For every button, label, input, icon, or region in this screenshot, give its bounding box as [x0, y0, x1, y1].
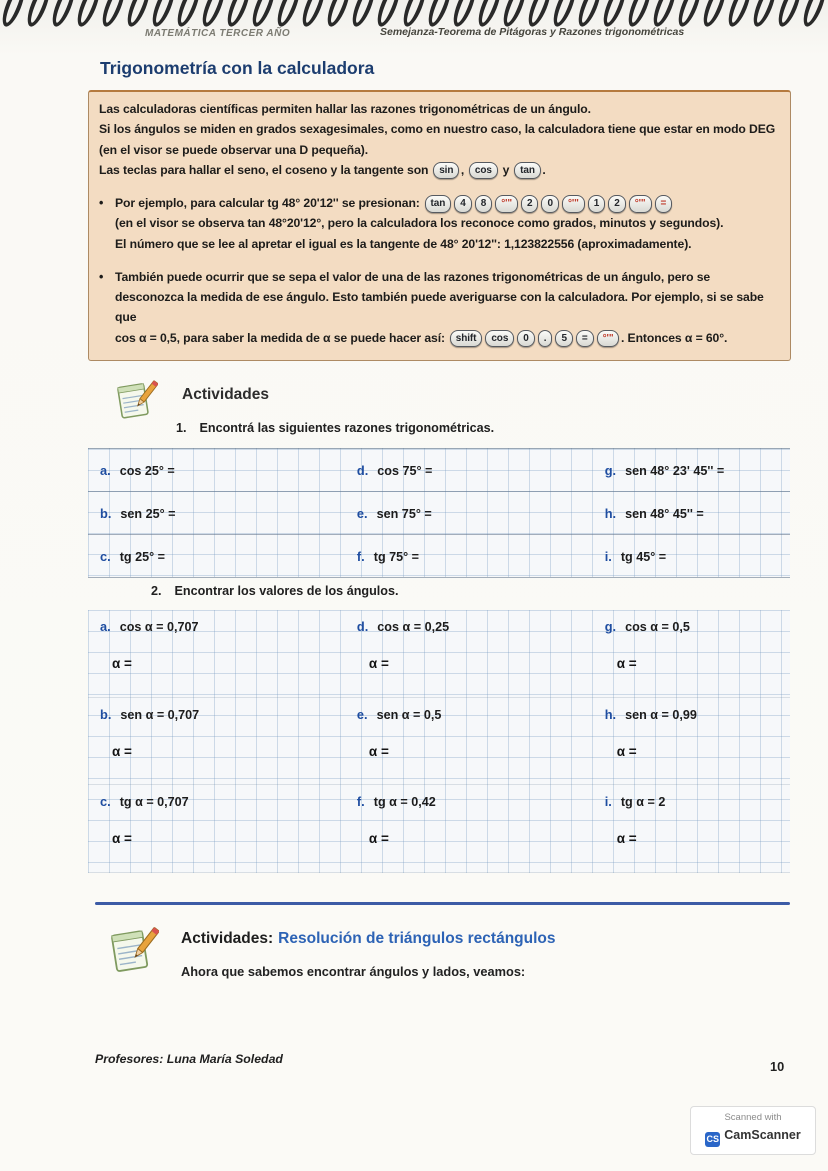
text-run: cos α = 0,5, para saber la medida de α se puede hacer así:	[115, 330, 449, 345]
spiral-ring	[0, 0, 29, 29]
activities-header	[112, 376, 269, 422]
camscanner-scanned-with: Scanned with	[724, 1112, 782, 1123]
calculator-key: .	[538, 330, 553, 348]
answer-blank: α =	[368, 656, 389, 671]
exercise-expression-line	[357, 506, 593, 521]
spiral-ring	[724, 0, 754, 29]
exercise-expression: cos 75° =	[377, 463, 433, 478]
activities2-heading	[181, 930, 556, 948]
spiral-ring	[199, 0, 229, 29]
text-run: Las teclas para hallar el seno, el coseno y la tangente son	[99, 162, 432, 177]
calculator-key: °'"	[597, 330, 620, 348]
spiral-ring	[674, 0, 704, 29]
info-paragraph: Las calculadoras científicas permiten hallar las razones trigonométricas de un ángulo.	[99, 102, 591, 116]
exercise-expression: sen 25° =	[120, 506, 176, 521]
calculator-key: 2	[608, 195, 625, 213]
text-run: .	[542, 162, 546, 177]
calculator-key: °'"	[495, 195, 518, 213]
spiral-ring	[449, 0, 479, 29]
answer-blank: α =	[368, 743, 389, 759]
exercise-letter: g.	[604, 619, 617, 634]
answer-blank: α =	[112, 656, 132, 671]
info-box	[88, 90, 791, 361]
spiral-ring	[274, 0, 304, 29]
bullet-icon: •	[99, 196, 104, 210]
exercise-expression: cos α = 0,707	[119, 620, 199, 634]
bullet-text: El número que se lee al apretar el igual es la tangente de 48° 20'12'': 1,123822556 (aproximadamente).	[115, 236, 692, 251]
exercise-letter: e.	[356, 505, 368, 521]
exercise-expression-line	[605, 619, 790, 634]
notepad-icon	[112, 376, 158, 422]
info-keys-line	[99, 160, 778, 180]
spiral-ring	[324, 0, 354, 29]
exercise-expression-line	[605, 463, 790, 478]
exercise-letter: d.	[356, 619, 369, 634]
spiral-ring	[174, 0, 204, 29]
spiral-ring	[549, 0, 579, 29]
calculator-key: tan	[514, 162, 541, 180]
exercise-expression-line	[357, 794, 593, 809]
bullet-item	[99, 193, 778, 254]
spiral-ring	[799, 0, 828, 29]
page-number: 10	[770, 1059, 785, 1074]
calculator-key: 8	[475, 195, 492, 213]
page-title: Trigonometría con la calculadora	[100, 58, 375, 78]
exercise-expression: sen α = 0,99	[625, 707, 697, 722]
camscanner-brand-name: CamScanner	[724, 1128, 801, 1142]
exercise-row	[88, 492, 790, 535]
spiral-ring	[599, 0, 629, 29]
exercise-expression: cos α = 0,5	[625, 620, 690, 634]
exercise-letter: d.	[356, 462, 369, 478]
exercise-letter: h.	[604, 505, 617, 521]
exercise-cell	[345, 610, 593, 697]
notepad-icon	[105, 922, 159, 976]
exercise-expression-line	[605, 794, 790, 809]
calculator-key: 0	[541, 195, 558, 213]
spiral-ring	[624, 0, 654, 29]
spiral-ring	[474, 0, 504, 29]
exercise-cell	[593, 506, 790, 521]
spiral-ring	[749, 0, 779, 29]
exercise-row	[88, 610, 790, 698]
answer-blank: α =	[112, 831, 132, 847]
spiral-ring	[73, 0, 103, 29]
spiral-ring	[399, 0, 429, 29]
exercise-expression-line	[100, 794, 345, 809]
spiral-ring	[299, 0, 329, 29]
exercise-expression: sen 75° =	[376, 506, 432, 521]
activities-heading: Actividades	[182, 386, 270, 403]
spiral-ring	[524, 0, 554, 29]
exercise-row	[88, 698, 790, 786]
exercise-letter: b.	[100, 505, 112, 521]
exercise-cell	[593, 610, 790, 697]
exercise-cell	[88, 463, 345, 478]
calculator-key: 0	[517, 330, 534, 348]
exercise-cell	[593, 463, 790, 478]
exercise-expression: cos α = 0,25	[377, 620, 450, 634]
activity1-text: Encontrá las siguientes razones trigonométricas.	[199, 421, 495, 435]
exercise-expression-line	[100, 619, 345, 634]
exercise-letter: i.	[604, 548, 612, 564]
exercise-letter: f.	[356, 548, 365, 564]
exercise-expression-line	[357, 619, 593, 634]
exercise-letter: e.	[356, 706, 368, 722]
exercise-expression: tg α = 2	[620, 795, 666, 810]
exercise-expression: tg 25° =	[119, 549, 165, 564]
answer-blank: α =	[112, 743, 132, 759]
professors-note: Profesores: Luna María Soledad	[95, 1052, 283, 1066]
header-topic: Semejanza-Teorema de Pitágoras y Razones trigonométricas	[380, 26, 685, 38]
exercise-row	[88, 449, 790, 492]
exercise-cell	[593, 549, 790, 564]
spiral-ring	[148, 0, 178, 29]
calculator-key: 4	[454, 195, 471, 213]
calculator-key: shift	[450, 330, 483, 348]
calculator-key: tan	[425, 195, 452, 213]
exercise-expression-line	[100, 463, 345, 478]
section-divider	[95, 902, 790, 905]
exercise-letter: c.	[100, 794, 111, 810]
activity1-table	[88, 448, 790, 577]
calculator-key: °'"	[629, 195, 652, 213]
exercise-row	[88, 785, 790, 873]
spiral-ring	[48, 0, 78, 29]
exercise-cell	[88, 549, 345, 564]
exercise-letter: g.	[604, 462, 617, 478]
info-paragraph: Si los ángulos se miden en grados sexagesimales, como en nuestro caso, la calculadora tiene que estar en modo DEG (en el visor se puede observar una D pequeña).	[99, 122, 776, 157]
activities2-header	[105, 922, 556, 979]
exercise-cell	[593, 698, 790, 785]
camscanner-logo-icon: CS	[705, 1132, 720, 1147]
exercise-letter: f.	[356, 794, 365, 810]
exercise-expression: tg 45° =	[620, 549, 667, 564]
exercise-letter: c.	[100, 548, 111, 564]
exercise-expression-line	[605, 549, 790, 564]
text-run: , pero la calculadora los reconoce como grados, minutos y segundos).	[321, 216, 724, 231]
bullet-icon: •	[99, 269, 104, 284]
exercise-cell	[88, 785, 345, 872]
text-run: (en el visor se observa	[115, 216, 248, 231]
spiral-ring	[649, 0, 679, 29]
calculator-key: 5	[555, 330, 572, 348]
calculator-key: 1	[588, 195, 605, 213]
exercise-cell	[88, 610, 345, 697]
exercise-cell	[88, 698, 345, 785]
calculator-key: cos	[469, 162, 498, 180]
exercise-letter: i.	[604, 794, 612, 810]
activity2-prompt	[151, 584, 398, 598]
answer-blank: α =	[616, 743, 637, 759]
activities2-heading-label: Actividades:	[181, 930, 274, 947]
exercise-expression-line	[357, 463, 593, 478]
exercise-expression-line	[605, 707, 790, 722]
calculator-key: °'"	[562, 195, 585, 213]
text-run: ,	[460, 162, 468, 177]
exercise-cell	[345, 506, 593, 521]
activities2-heading-topic: Resolución de triángulos rectángulos	[278, 930, 556, 947]
exercise-expression: tg α = 0,707	[119, 795, 189, 810]
exercise-cell	[345, 549, 593, 564]
exercise-expression: tg 75° =	[373, 549, 420, 564]
spiral-ring	[499, 0, 529, 29]
exercise-expression-line	[100, 549, 345, 564]
activity2-table	[88, 610, 790, 873]
calculator-key: cos	[485, 330, 514, 348]
header-course: MATEMÁTICA TERCER AÑO	[145, 28, 291, 39]
activity1-prompt	[176, 421, 494, 435]
bullet-text: También puede ocurrir que se sepa el valor de una de las razones trigonométricas de un ángulo, pero se desconozca la medida de ese ángulo. Esto también puede averiguarse con la calculadora. Por ejemplo, si se sabe que	[115, 269, 764, 325]
key-sequence-line	[115, 193, 778, 213]
bullet-item	[99, 267, 778, 348]
activity2-text: Encontrar los valores de los ángulos.	[174, 584, 399, 598]
calculator-key: =	[655, 195, 673, 213]
exercise-row	[88, 535, 790, 578]
camscanner-badge	[690, 1106, 816, 1155]
spiral-ring	[424, 0, 454, 29]
answer-blank: α =	[368, 831, 389, 847]
exercise-expression: sen α = 0,707	[120, 707, 200, 722]
exercise-cell	[593, 785, 790, 872]
exercise-letter: a.	[100, 619, 111, 634]
text-run: . Entonces α = 60°.	[620, 330, 728, 345]
activities2-text-block	[181, 922, 556, 979]
exercise-expression-line	[357, 707, 593, 722]
text-run: y	[499, 162, 513, 177]
exercise-letter: b.	[100, 706, 112, 722]
exercise-expression-line	[605, 506, 790, 521]
exercise-cell	[88, 506, 345, 521]
exercise-letter: a.	[100, 462, 111, 478]
exercise-cell	[345, 463, 593, 478]
spiral-ring	[123, 0, 153, 29]
exercise-expression: sen 48° 45'' =	[625, 506, 704, 521]
bullet-body	[115, 267, 778, 348]
activities2-subtext: Ahora que sabemos encontrar ángulos y lados, veamos:	[181, 964, 526, 979]
exercise-expression: sen α = 0,5	[376, 707, 442, 722]
exercise-expression: sen 48° 23' 45'' =	[625, 463, 725, 478]
spiral-ring	[249, 0, 279, 29]
exercise-expression: tg α = 0,42	[373, 795, 436, 810]
spiral-ring	[224, 0, 254, 29]
exercise-cell	[345, 785, 593, 872]
calculator-key: =	[576, 330, 594, 348]
spiral-ring	[774, 0, 804, 29]
bold-text-run: tan 48°20'12°	[247, 216, 322, 231]
camscanner-brand-row	[699, 1126, 807, 1147]
exercise-expression-line	[100, 707, 345, 722]
exercise-expression-line	[100, 506, 345, 521]
activity2-number: 2.	[151, 584, 162, 598]
exercise-cell	[345, 698, 593, 785]
spiral-ring	[349, 0, 379, 29]
exercise-expression: cos 25° =	[119, 463, 175, 478]
answer-blank: α =	[616, 831, 637, 847]
calculator-key: 2	[521, 195, 538, 213]
spiral-ring	[98, 0, 128, 29]
activity1-number: 1.	[176, 421, 187, 435]
answer-blank: α =	[616, 656, 637, 671]
exercise-letter: h.	[604, 706, 617, 722]
bullet-text	[115, 213, 778, 233]
calculator-key: sin	[433, 162, 459, 180]
exercise-expression-line	[357, 549, 593, 564]
bullet-body	[115, 193, 778, 254]
spiral-ring	[374, 0, 404, 29]
spiral-ring	[574, 0, 604, 29]
spiral-ring	[699, 0, 729, 29]
text-run: Por ejemplo, para calcular tg 48° 20'12'' se presionan:	[115, 196, 424, 210]
spiral-ring	[23, 0, 53, 29]
key-sequence-line	[115, 328, 778, 348]
